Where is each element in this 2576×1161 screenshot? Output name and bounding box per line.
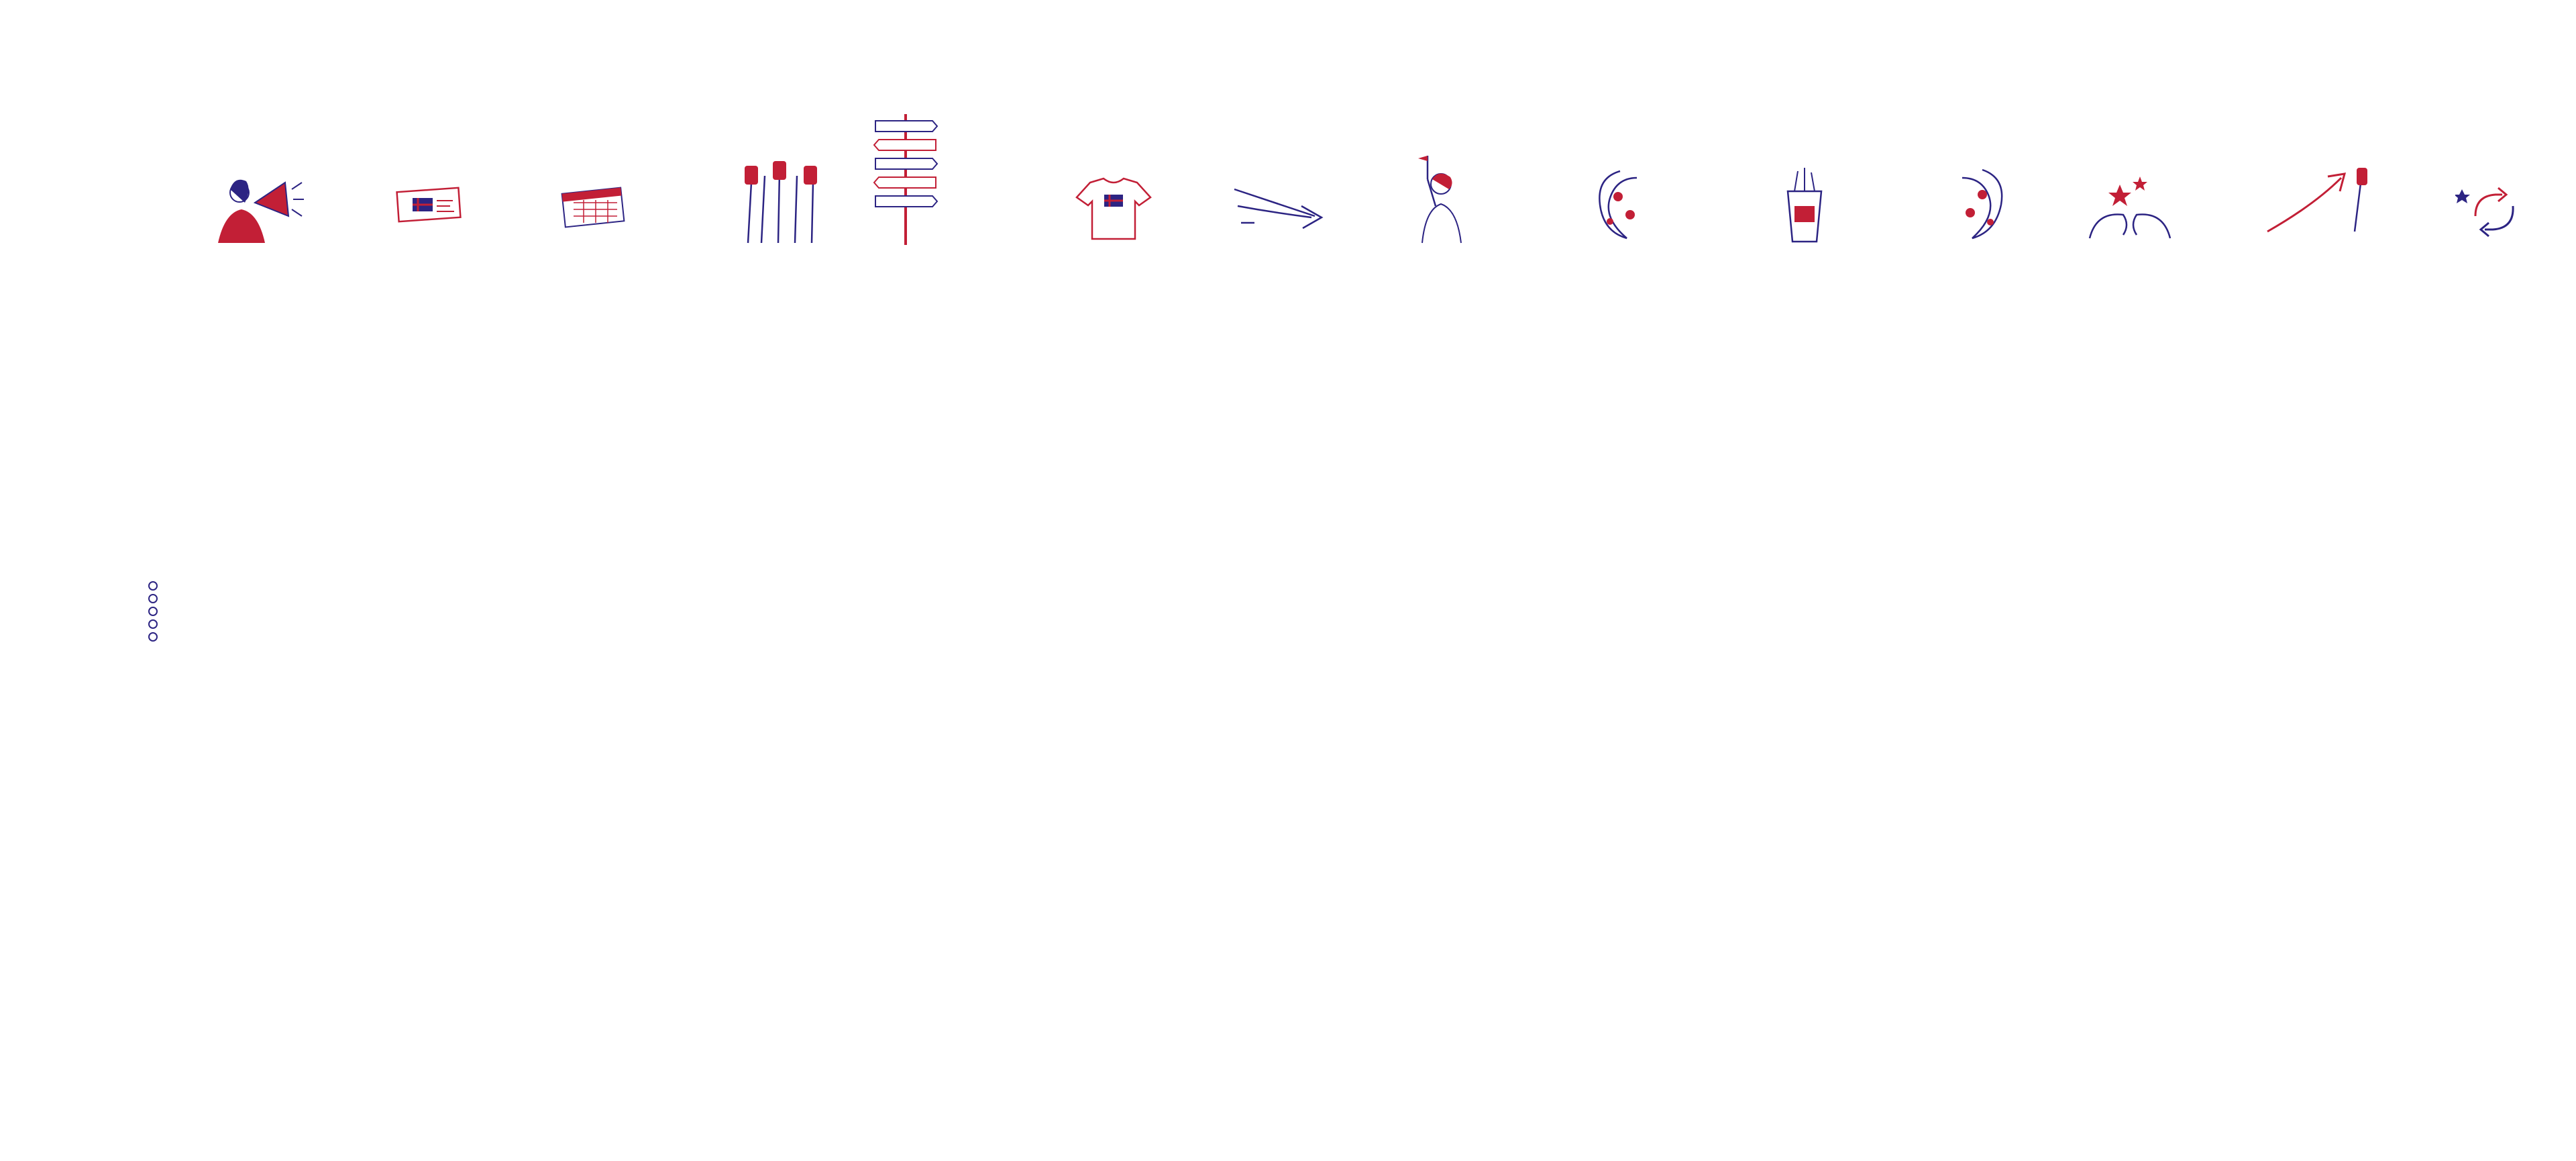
football-kick-icon bbox=[1949, 164, 2009, 245]
direction-signpost-icon bbox=[869, 107, 943, 248]
jersey-icon bbox=[1073, 176, 1154, 243]
food-stall-icon bbox=[1778, 164, 1831, 245]
raised-hands-icon bbox=[738, 156, 832, 250]
hugging-fans-icon bbox=[2083, 171, 2177, 245]
refresh-cycle-icon bbox=[2455, 176, 2529, 243]
calendar-icon bbox=[557, 183, 631, 230]
football-kick-icon bbox=[1590, 164, 1650, 245]
neutral-face-icon bbox=[148, 607, 158, 616]
entry-arrow-icon bbox=[1228, 176, 1328, 236]
sad-face-icon bbox=[148, 619, 158, 629]
very-sad-face-icon bbox=[148, 632, 158, 642]
very-happy-face-icon bbox=[148, 581, 158, 591]
fan-with-flag-icon bbox=[1402, 142, 1476, 250]
happy-face-icon bbox=[148, 594, 158, 603]
megaphone-woman-icon bbox=[205, 162, 305, 250]
rising-arrow-icon bbox=[2261, 164, 2375, 238]
ticket-icon bbox=[392, 185, 466, 225]
